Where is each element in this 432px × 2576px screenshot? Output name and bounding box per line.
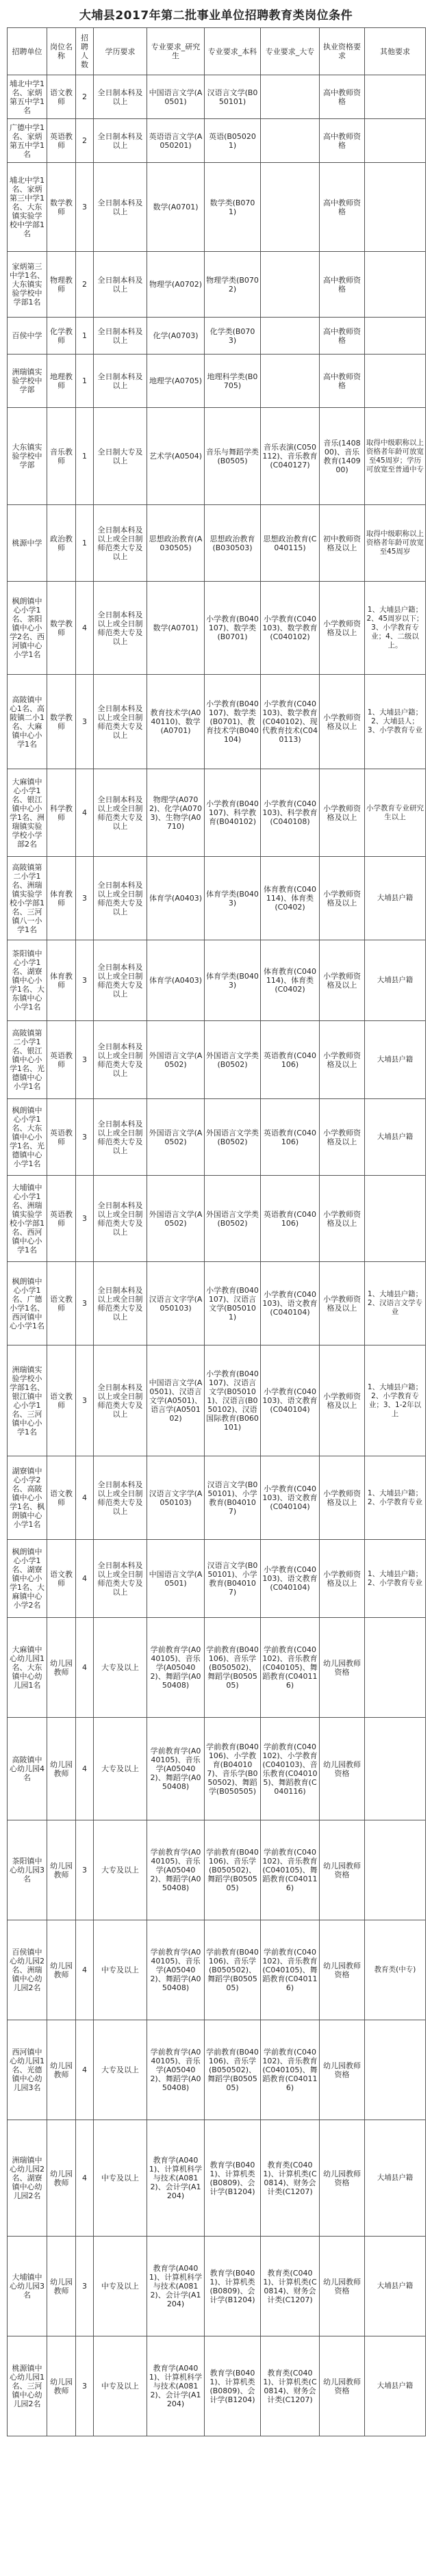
education-cell: 全日制本科及以上或全日制师范类大专及以上 [94,769,147,857]
count-cell: 3 [76,2237,94,2336]
education-cell: 中专及以上 [94,2237,147,2336]
remarks-cell [365,1618,426,1718]
college-major-cell: 小学教育(C040103)、语文教育(C040104) [261,1456,320,1540]
college-major-cell: 学前教育(C040102)、音乐教育(C040105)、舞蹈教育(C040116) [261,1920,320,2020]
table-row [8,2237,426,2336]
bachelor-major-cell: 学前教育(B040106)、音乐学(B050502)、舞蹈学(B050505) [205,1920,261,2020]
education-cell: 全日制本科及以上或全日制师范类大专及以上 [94,582,147,675]
graduate-major-cell: 教育技术学(A040110)、数学(A0701) [147,675,205,769]
graduate-major-cell: 外国语言文学(A0502) [147,1021,205,1099]
table-row [8,2120,426,2237]
count-cell: 2 [76,75,94,119]
education-cell: 大专及以上 [94,2020,147,2120]
graduate-major-cell: 物理学(A0702) [147,252,205,318]
unit-cell: 高陂镇第二小学1名、洲瑞镇实验学校小学部1名、三河镇八一小学1名 [8,857,47,940]
bachelor-major-cell: 体育学类(B0403) [205,940,261,1021]
count-cell: 1 [76,408,94,505]
count-cell: 3 [76,1099,94,1176]
post-cell: 语文教师 [47,1345,76,1456]
unit-cell: 高陂镇第二小学1名、银江镇中心小学1名、光德镇中心小学1名 [8,1021,47,1099]
bachelor-major-cell: 学前教育(B040106)、小学教育(B040107)、音乐学(B050502)、舞蹈学(B050505) [205,1718,261,1820]
college-major-cell [261,252,320,318]
unit-cell: 枫朗镇中心小学1名、茶阳镇中心小学2名、西河镇中心小学1名 [8,582,47,675]
table-row [8,1345,426,1456]
remarks-cell [365,1820,426,1920]
unit-cell: 桃源镇中心幼儿园1名、三河镇中心幼儿园2名 [8,2336,47,2436]
remarks-cell [365,163,426,252]
remarks-cell: 大埔县户籍 [365,2120,426,2237]
certificate-cell: 小学教师资格及以上 [320,769,365,857]
post-cell: 幼儿园教师 [47,1820,76,1920]
count-cell: 1 [76,318,94,355]
college-major-cell: 体育教育(C040114)、体育类(C0402) [261,940,320,1021]
graduate-major-cell: 教育学(A0401)、计算机科学与技术(A0812)、会计学(A1204) [147,2120,205,2237]
unit-cell: 百侯中学 [8,318,47,355]
college-major-cell [261,75,320,119]
table-row [8,318,426,355]
certificate-cell: 幼儿园教师资格 [320,2237,365,2336]
table-row [8,119,426,163]
unit-cell: 茶阳镇中心小学1名、湖寮镇中心小学1名、大东镇中心小学1名 [8,940,47,1021]
recruitment-table [7,27,426,2436]
post-cell: 政治教师 [47,505,76,582]
graduate-major-cell: 外国语言文学(A0502) [147,1176,205,1262]
post-cell: 体育教师 [47,857,76,940]
college-major-cell: 英语教育(C040106) [261,1176,320,1262]
certificate-cell: 幼儿园教师资格 [320,2120,365,2237]
certificate-cell: 幼儿园教师资格 [320,2336,365,2436]
column-header: 专业要求_本科 [205,28,261,75]
bachelor-major-cell: 学前教育(B040106)、音乐学(B050502)、舞蹈学(B050505) [205,1820,261,1920]
graduate-major-cell: 教育学(A0401)、计算机科学与技术(A0812)、会计学(A1204) [147,2336,205,2436]
post-cell: 体育教师 [47,940,76,1021]
education-cell: 全日制本科及以上或全日制师范类大专及以上 [94,505,147,582]
table-row [8,252,426,318]
document-title: 大埔县2017年第二批事业单位招聘教育类岗位条件 [79,9,353,23]
table-row [8,1618,426,1718]
bachelor-major-cell: 数学类(B0701) [205,163,261,252]
unit-cell: 家炳第三中学1名、大东镇实验学校中学部1名 [8,252,47,318]
graduate-major-cell: 汉语言文字学(A050103) [147,1456,205,1540]
count-cell: 3 [76,857,94,940]
bachelor-major-cell: 教育学(B0401)、计算机类(B0809)、会计学(B1204) [205,2336,261,2436]
table-row [8,1456,426,1540]
count-cell: 4 [76,582,94,675]
graduate-major-cell: 地理学(A0705) [147,355,205,408]
unit-cell: 大埔镇中心幼儿园3名 [8,2237,47,2336]
certificate-cell: 幼儿园教师资格 [320,2020,365,2120]
count-cell: 3 [76,1820,94,1920]
certificate-cell: 小学教师资格及以上 [320,1456,365,1540]
remarks-cell: 1、大埔县户籍；2、45周岁以下；3、小学教育专业；4、二级以上。 [365,582,426,675]
column-header: 专业要求_研究生 [147,28,205,75]
certificate-cell: 小学教师资格及以上 [320,1540,365,1618]
certificate-cell: 高中教师资格 [320,252,365,318]
education-cell: 全日制本科及以上或全日制师范类大专及以上 [94,675,147,769]
education-cell: 全日制本科及以上 [94,252,147,318]
graduate-major-cell: 学前教育学(A040105)、音乐学(A050402)、舞蹈学(A050408) [147,1820,205,1920]
education-cell: 全日制本科及以上或全日制师范类大专及以上 [94,857,147,940]
remarks-cell [365,75,426,119]
count-cell: 3 [76,1262,94,1345]
remarks-cell: 小学教育专业研究生以上 [365,769,426,857]
post-cell: 幼儿园教师 [47,2120,76,2237]
education-cell: 全日制本科及以上或全日制师范类大专及以上 [94,940,147,1021]
bachelor-major-cell: 学前教育(B040106)、音乐学(B050502)、舞蹈学(B050505) [205,2020,261,2120]
graduate-major-cell: 学前教育学(A040105)、音乐学(A050402)、舞蹈学(A050408) [147,1618,205,1718]
certificate-cell: 小学教师资格及以上 [320,1262,365,1345]
unit-cell: 广德中学1名、家炳第五中学1名 [8,119,47,163]
unit-cell: 埔北中学1名、家炳第五中学1名 [8,75,47,119]
bachelor-major-cell: 化学类(B0703) [205,318,261,355]
column-header: 执业资格要求 [320,28,365,75]
post-cell: 数学教师 [47,163,76,252]
post-cell: 语文教师 [47,1262,76,1345]
college-major-cell: 小学教育(C040103)、科学教育(C040108) [261,769,320,857]
graduate-major-cell: 外国语言文学(A0502) [147,1099,205,1176]
post-cell: 幼儿园教师 [47,1718,76,1820]
college-major-cell: 小学教育(C040103)、数学教育(C040102)、现代教育技术(C040113) [261,675,320,769]
college-major-cell: 小学教育(C040103)、语文教育(C040104) [261,1540,320,1618]
graduate-major-cell: 学前教育学(A040105)、音乐学(A050402)、舞蹈学(A050408) [147,1920,205,2020]
post-cell: 数学教师 [47,675,76,769]
certificate-cell: 高中教师资格 [320,355,365,408]
college-major-cell: 学前教育(C040102)、音乐教育(C040105)、舞蹈教育(C040116) [261,2020,320,2120]
college-major-cell: 小学教育(C040103)、语文教育(C040104) [261,1262,320,1345]
count-cell: 4 [76,2120,94,2237]
bachelor-major-cell: 英语(B050201) [205,119,261,163]
column-header: 招聘单位 [8,28,47,75]
college-major-cell [261,119,320,163]
education-cell: 全日制本科及以上 [94,163,147,252]
graduate-major-cell: 艺术学(A0504) [147,408,205,505]
certificate-cell: 幼儿园教师资格 [320,1618,365,1718]
graduate-major-cell: 汉语言文字学(A050103) [147,1262,205,1345]
count-cell: 3 [76,163,94,252]
certificate-cell: 幼儿园教师资格 [320,1820,365,1920]
certificate-cell: 小学教师资格及以上 [320,675,365,769]
remarks-cell [365,119,426,163]
education-cell: 全日制本科及以上或全日制师范类大专及以上 [94,1021,147,1099]
college-major-cell: 学前教育(C040102)、音乐教育(C040105)、舞蹈教育(C040116) [261,1820,320,1920]
college-major-cell: 学前教育(C040102)、音乐教育(C040105)、舞蹈教育(C040116) [261,1618,320,1718]
unit-cell: 洲瑞镇实验学校小学部1名、银江镇中心小学1名、三河镇中心小学1名 [8,1345,47,1456]
post-cell: 科学教师 [47,769,76,857]
table-row [8,857,426,940]
remarks-cell: 取得中级职称以上资格者年龄可放宽至45周岁 [365,505,426,582]
count-cell: 4 [76,2020,94,2120]
post-cell: 英语教师 [47,1099,76,1176]
table-row [8,1540,426,1618]
count-cell: 1 [76,505,94,582]
college-major-cell [261,163,320,252]
table-row [8,355,426,408]
certificate-cell: 音乐(140800)、音乐教育(140900) [320,408,365,505]
post-cell: 数学教师 [47,582,76,675]
count-cell: 3 [76,1345,94,1456]
table-row [8,675,426,769]
remarks-cell: 大埔县户籍 [365,940,426,1021]
post-cell: 物理教师 [47,252,76,318]
table-header [8,28,426,75]
certificate-cell: 小学教师资格及以上 [320,940,365,1021]
table-row [8,75,426,119]
document [7,4,425,2436]
post-cell: 地理教师 [47,355,76,408]
education-cell: 全日制本科及以上或全日制师范类大专及以上 [94,1176,147,1262]
count-cell: 2 [76,252,94,318]
remarks-cell: 1、大埔县户籍；2、小学教育专业 [365,1540,426,1618]
college-major-cell: 小学教育(C040103)、数学教育(C040102) [261,582,320,675]
certificate-cell: 高中教师资格 [320,318,365,355]
table-row [8,1099,426,1176]
bachelor-major-cell: 外国语言文学类(B0502) [205,1021,261,1099]
graduate-major-cell: 化学(A0703) [147,318,205,355]
remarks-cell: 大埔县户籍 [365,2237,426,2336]
graduate-major-cell: 中国语言文学(A0501) [147,1540,205,1618]
graduate-major-cell: 中国语言文学(A0501)、汉语言文学(A0501)、语言学(A050102) [147,1345,205,1456]
bachelor-major-cell: 小学教育(B040107)、汉语言文学(B050101)、汉语言(B050102)、汉语国际教育(B060101) [205,1345,261,1456]
remarks-cell: 大埔县户籍 [365,1021,426,1099]
graduate-major-cell: 学前教育学(A040105)、音乐学(A050402)、舞蹈学(A050408) [147,1718,205,1820]
post-cell: 幼儿园教师 [47,2237,76,2336]
college-major-cell: 学前教育(C040102)、小学教育(C040103)、音乐教育(C040105)、舞蹈教育(C040116) [261,1718,320,1820]
education-cell: 全日制本科及以上或全日制师范类大专及以上 [94,1540,147,1618]
bachelor-major-cell: 音乐与舞蹈学类(B0505) [205,408,261,505]
table-row [8,2336,426,2436]
certificate-cell: 小学教师资格及以上 [320,1099,365,1176]
graduate-major-cell: 中国语言文学(A0501) [147,75,205,119]
remarks-cell [365,252,426,318]
post-cell: 幼儿园教师 [47,1920,76,2020]
remarks-cell: 大埔县户籍 [365,1099,426,1176]
college-major-cell: 小学教育(C040103)、语文教育(C040104) [261,1345,320,1456]
education-cell: 全日制本科及以上或全日制师范类大专及以上 [94,1262,147,1345]
unit-cell: 枫朗镇中心小学1名、广德小学1名、西河镇中心小学1名 [8,1262,47,1345]
column-header: 其他要求 [365,28,426,75]
college-major-cell: 思想政治教育(C040115) [261,505,320,582]
education-cell: 全日制本科及以上 [94,318,147,355]
bachelor-major-cell: 汉语言文学(B050101) [205,75,261,119]
bachelor-major-cell: 小学教育(B040107)、数学类(B0701)、教育技术学(B040104) [205,675,261,769]
count-cell: 4 [76,1540,94,1618]
bachelor-major-cell: 小学教育(B040107)、科学教育(B040102) [205,769,261,857]
unit-cell: 埔北中学1名、家炳第三中学1名、大东镇实验学校中学部1名 [8,163,47,252]
bachelor-major-cell: 物理学类(B0702) [205,252,261,318]
unit-cell: 枫朗镇中心小学1名、湖寮镇中心小学1名、大麻镇中心小学2名 [8,1540,47,1618]
graduate-major-cell: 数学(A0701) [147,163,205,252]
college-major-cell: 体育教育(C040114)、体育类(C0402) [261,857,320,940]
count-cell: 1 [76,355,94,408]
college-major-cell [261,318,320,355]
graduate-major-cell: 体育学(A0403) [147,857,205,940]
table-row [8,2020,426,2120]
education-cell: 全日制本科及以上或全日制师范类大专及以上 [94,1345,147,1456]
table-row [8,408,426,505]
header-row [8,28,426,75]
graduate-major-cell: 思想政治教育(A030505) [147,505,205,582]
post-cell: 化学教师 [47,318,76,355]
college-major-cell: 教育类(C0401)、计算机类(C0814)、财务会计类(C1207) [261,2237,320,2336]
college-major-cell: 教育类(C0401)、计算机类(C0814)、财务会计类(C1207) [261,2120,320,2237]
remarks-cell [365,1718,426,1820]
column-header: 招聘人数 [76,28,94,75]
remarks-cell: 1、大埔县户籍；2、小学教育专业 [365,1456,426,1540]
unit-cell: 高陂镇中心1名、高陂镇二小1名、大麻镇中心小学1名 [8,675,47,769]
remarks-cell [365,2020,426,2120]
bachelor-major-cell: 教育学(B0401)、计算机类(B0809)、会计学(B1204) [205,2120,261,2237]
post-cell: 英语教师 [47,119,76,163]
bachelor-major-cell: 外国语言文学类(B0502) [205,1099,261,1176]
column-header: 专业要求_大专 [261,28,320,75]
education-cell: 中专及以上 [94,2336,147,2436]
bachelor-major-cell: 教育学(B0401)、计算机类(B0809)、会计学(B1204) [205,2237,261,2336]
count-cell: 3 [76,940,94,1021]
bachelor-major-cell: 汉语言文学(B050101)、小学教育(B040107) [205,1456,261,1540]
remarks-cell: 1、大埔县户籍；2、汉语言文学专业 [365,1262,426,1345]
count-cell: 4 [76,1718,94,1820]
graduate-major-cell: 数学(A0701) [147,582,205,675]
count-cell: 3 [76,1021,94,1099]
post-cell: 英语教师 [47,1176,76,1262]
count-cell: 3 [76,675,94,769]
unit-cell: 湖寮镇中心小学2名、高陂镇中心小学1名、枫朗镇中心小学1名 [8,1456,47,1540]
graduate-major-cell: 物理学(A0702)、化学(A0703)、生物学(A0710) [147,769,205,857]
certificate-cell: 高中教师资格 [320,163,365,252]
unit-cell: 枫朗镇中心小学1名、大东镇中心小学1名、光德镇中心小学1名 [8,1099,47,1176]
remarks-cell [365,318,426,355]
remarks-cell [365,355,426,408]
certificate-cell: 初中教师资格及以上 [320,505,365,582]
college-major-cell: 音乐表演(C050112)、音乐教育(C040127) [261,408,320,505]
count-cell: 3 [76,1176,94,1262]
post-cell: 音乐教师 [47,408,76,505]
remarks-cell: 取得中级职称以上资格者年龄可放宽至45周岁；学历可放宽至普通中专 [365,408,426,505]
certificate-cell: 幼儿园教师资格 [320,1718,365,1820]
remarks-cell: 教育类(中专) [365,1920,426,2020]
count-cell: 4 [76,1456,94,1540]
college-major-cell: 英语教育(C040106) [261,1021,320,1099]
table-row [8,769,426,857]
certificate-cell: 高中教师资格 [320,75,365,119]
certificate-cell: 小学教师资格及以上 [320,582,365,675]
remarks-cell: 1、大埔县户籍；2、大埔县人；3、小学教育专业 [365,675,426,769]
post-cell: 幼儿园教师 [47,2020,76,2120]
count-cell: 3 [76,2336,94,2436]
bachelor-major-cell: 思想政治教育(B030503) [205,505,261,582]
table-row [8,582,426,675]
unit-cell: 百侯镇中心幼儿园2名、洲瑞镇中心幼儿园2名 [8,1920,47,2020]
unit-cell: 洲瑞镇实验学校中学部 [8,355,47,408]
unit-cell: 大东镇实验学校中学部 [8,408,47,505]
remarks-cell: 1、大埔县户籍；2、小学教育专业；3、1-2年以上 [365,1345,426,1456]
unit-cell: 西河镇中心幼儿园1名、光德镇中心幼儿园3名 [8,2020,47,2120]
unit-cell: 大麻镇中心幼儿园1名、大东镇中心幼儿园1名 [8,1618,47,1718]
certificate-cell: 高中教师资格 [320,119,365,163]
college-major-cell: 教育类(C0401)、计算机类(C0814)、财务会计类(C1207) [261,2336,320,2436]
table-row [8,1920,426,2020]
bachelor-major-cell: 外国语言文学类(B0502) [205,1176,261,1262]
certificate-cell: 小学教师资格及以上 [320,1345,365,1456]
graduate-major-cell: 学前教育学(A040105)、音乐学(A050402)、舞蹈学(A050408) [147,2020,205,2120]
table-row [8,1820,426,1920]
education-cell: 全日制本科及以上 [94,119,147,163]
unit-cell: 高陂镇中心幼儿园4名 [8,1718,47,1820]
post-cell: 语文教师 [47,1540,76,1618]
unit-cell: 大麻镇中心小学1名、银江镇中心小学1名、洲瑞镇实验学校小学部2名 [8,769,47,857]
post-cell: 幼儿园教师 [47,2336,76,2436]
table-row [8,505,426,582]
post-cell: 幼儿园教师 [47,1618,76,1718]
unit-cell: 茶阳镇中心幼儿园3名 [8,1820,47,1920]
remarks-cell [365,1176,426,1262]
certificate-cell: 小学教师资格及以上 [320,1021,365,1099]
table-row [8,940,426,1021]
count-cell: 4 [76,1618,94,1718]
remarks-cell: 大埔县户籍 [365,857,426,940]
education-cell: 大专及以上 [94,1718,147,1820]
unit-cell: 洲瑞镇中心幼儿园2名、湖寮镇中心幼儿园2名 [8,2120,47,2237]
certificate-cell: 幼儿园教师资格 [320,1920,365,2020]
bachelor-major-cell: 小学教育(B040107)、数学类(B0701) [205,582,261,675]
education-cell: 全日制本科及以上 [94,75,147,119]
unit-cell: 大埔镇中心小学1名、洲瑞镇实验学校小学部1名、西河镇中心小学1名 [8,1176,47,1262]
bachelor-major-cell: 小学教育(B040107)、汉语言文学(B050101) [205,1262,261,1345]
table-row [8,1176,426,1262]
remarks-cell: 大埔县户籍 [365,2336,426,2436]
bachelor-major-cell: 汉语言文学(B050101)、小学教育(B040107) [205,1540,261,1618]
education-cell: 全日制本科及以上或全日制师范类大专及以上 [94,1099,147,1176]
education-cell: 大专及以上 [94,1820,147,1920]
unit-cell: 桃源中学 [8,505,47,582]
table-row [8,1718,426,1820]
table-row [8,163,426,252]
bachelor-major-cell: 地理科学类(B0705) [205,355,261,408]
education-cell: 中专及以上 [94,1920,147,2020]
college-major-cell [261,355,320,408]
bachelor-major-cell: 体育学类(B0403) [205,857,261,940]
count-cell: 4 [76,1920,94,2020]
post-cell: 语文教师 [47,1456,76,1540]
table-row [8,1021,426,1099]
certificate-cell: 小学教师资格及以上 [320,1176,365,1262]
certificate-cell: 小学教师资格及以上 [320,857,365,940]
bachelor-major-cell: 学前教育(B040106)、音乐学(B050502)、舞蹈学(B050505) [205,1618,261,1718]
education-cell: 全日制大专及以上 [94,408,147,505]
education-cell: 全日制本科及以上或全日制师范类大专及以上 [94,1456,147,1540]
table-body [8,75,426,2436]
graduate-major-cell: 英语语言文学(A050201) [147,119,205,163]
count-cell: 2 [76,119,94,163]
column-header: 学历要求 [94,28,147,75]
post-cell: 英语教师 [47,1021,76,1099]
post-cell: 语文教师 [47,75,76,119]
count-cell: 4 [76,769,94,857]
education-cell: 中专及以上 [94,2120,147,2237]
college-major-cell: 英语教育(C040106) [261,1099,320,1176]
graduate-major-cell: 体育学(A0403) [147,940,205,1021]
column-header: 岗位名称 [47,28,76,75]
table-row [8,1262,426,1345]
education-cell: 全日制本科及以上 [94,355,147,408]
education-cell: 大专及以上 [94,1618,147,1718]
graduate-major-cell: 教育学(A0401)、计算机科学与技术(A0812)、会计学(A1204) [147,2237,205,2336]
